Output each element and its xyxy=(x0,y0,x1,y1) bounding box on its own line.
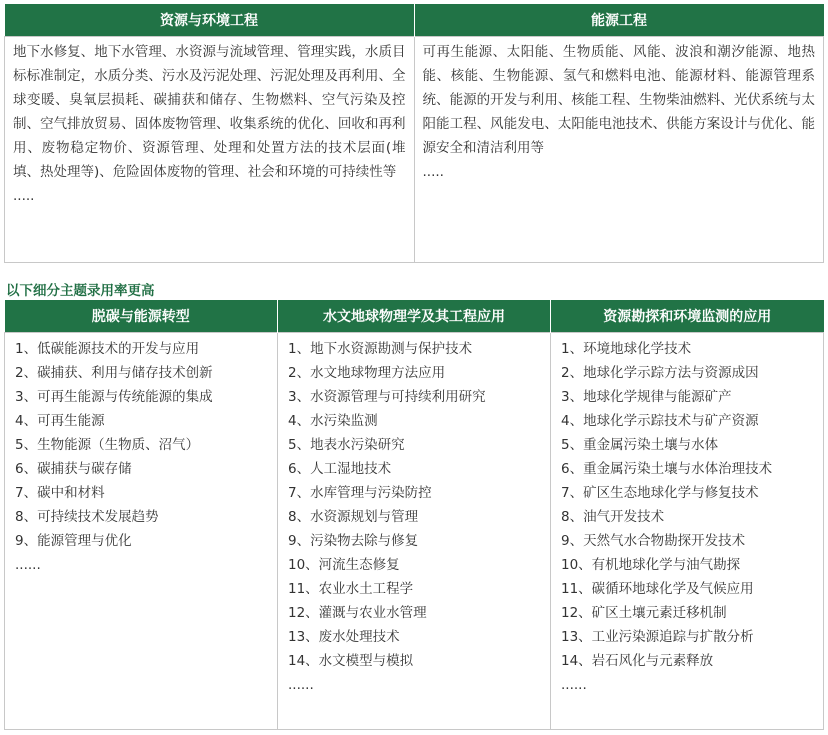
list-item: 4、水污染监测 xyxy=(288,413,378,429)
resource-environment-cell xyxy=(5,37,415,263)
decarbonization-more: ...... xyxy=(15,557,41,573)
list-item: 7、碳中和材料 xyxy=(15,485,105,501)
list-item: 2、碳捕获、利用与储存技术创新 xyxy=(15,365,213,381)
energy-engineering-description: 可再生能源、太阳能、生物质能、风能、波浪和潮汐能源、地热能、核能、生物能源、氢气和燃料电池、能源材料、能源管理系统、能源的开发与利用、核能工程、生物柴油燃料、光伏系统与太阳能工程、风能发电、太阳能电池技术、供能方案设计与优化、能源安全和清洁利用等 xyxy=(422,44,815,156)
list-item: 14、岩石风化与元素释放 xyxy=(561,653,714,669)
hydrogeophysics-cell xyxy=(278,333,551,730)
list-item: 14、水文模型与模拟 xyxy=(288,653,414,669)
list-item: 10、有机地球化学与油气勘探 xyxy=(561,557,741,573)
list-item: 1、地下水资源勘测与保护技术 xyxy=(288,341,473,357)
hydrogeophysics-more: ...... xyxy=(288,677,314,693)
list-item: 2、水文地球物理方法应用 xyxy=(288,365,446,381)
list-item: 3、水资源管理与可持续利用研究 xyxy=(288,389,486,405)
list-item: 5、生物能源（生物质、沼气） xyxy=(15,437,200,453)
list-item: 5、重金属污染土壤与水体 xyxy=(561,437,719,453)
energy-engineering-cell xyxy=(414,37,824,263)
resource-exploration-more: ...... xyxy=(561,677,587,693)
resource-exploration-cell xyxy=(551,333,824,730)
list-item: 9、能源管理与优化 xyxy=(15,533,132,549)
list-item: 10、河流生态修复 xyxy=(288,557,400,573)
list-item: 3、地球化学规律与能源矿产 xyxy=(561,389,732,405)
resource-environment-more: ..... xyxy=(13,188,35,204)
list-item: 12、矿区土壤元素迁移机制 xyxy=(561,605,727,621)
column-header-resource-exploration: 资源勘探和环境监测的应用 xyxy=(551,300,824,333)
list-item: 6、重金属污染土壤与水体治理技术 xyxy=(561,461,773,477)
resource-environment-description: 地下水修复、地下水管理、水资源与流域管理、管理实践，水质目标标准制定，水质分类、污水及污泥处理、污泥处理及再利用、全球变暖、臭氧层损耗、碳捕获和储存、生物燃料、空气污染及控制、空气排放贸易、固体废物管理、收集系统的优化、回收和再利用、废物稳定物价、资源管理、处理和处置方法的技术层面(堆填、热处理等)、危险固体废物的管理、社会和环境的可持续性等 xyxy=(13,44,406,180)
top-topics-table xyxy=(4,4,824,263)
list-item: 13、工业污染源追踪与扩散分析 xyxy=(561,629,754,645)
list-item: 1、环境地球化学技术 xyxy=(561,341,692,357)
list-item: 7、水库管理与污染防控 xyxy=(288,485,432,501)
list-item: 2、地球化学示踪方法与资源成因 xyxy=(561,365,759,381)
list-item: 6、碳捕获与碳存储 xyxy=(15,461,132,477)
list-item: 11、农业水土工程学 xyxy=(288,581,414,597)
list-item: 5、地表水污染研究 xyxy=(288,437,405,453)
list-item: 3、可再生能源与传统能源的集成 xyxy=(15,389,213,405)
decarbonization-cell xyxy=(5,333,278,730)
column-header-hydrogeophysics: 水文地球物理学及其工程应用 xyxy=(278,300,551,333)
decarbonization-list xyxy=(15,337,267,553)
list-item: 7、矿区生态地球化学与修复技术 xyxy=(561,485,759,501)
list-item: 8、油气开发技术 xyxy=(561,509,665,525)
list-item: 13、废水处理技术 xyxy=(288,629,400,645)
list-item: 1、低碳能源技术的开发与应用 xyxy=(15,341,200,357)
list-item: 11、碳循环地球化学及气候应用 xyxy=(561,581,754,597)
list-item: 8、水资源规划与管理 xyxy=(288,509,419,525)
list-item: 8、可持续技术发展趋势 xyxy=(15,509,159,525)
list-item: 6、人工湿地技术 xyxy=(288,461,392,477)
list-item: 4、可再生能源 xyxy=(15,413,105,429)
list-item: 12、灌溉与农业水管理 xyxy=(288,605,427,621)
column-header-resource-environment: 资源与环境工程 xyxy=(5,4,415,37)
subtopics-table xyxy=(4,300,824,730)
list-item: 9、天然气水合物勘探开发技术 xyxy=(561,533,746,549)
list-item: 9、污染物去除与修复 xyxy=(288,533,419,549)
section-subtitle: 以下细分主题录用率更高 xyxy=(6,283,155,299)
hydrogeophysics-list xyxy=(288,337,540,673)
resource-exploration-list xyxy=(561,337,813,673)
column-header-decarbonization: 脱碳与能源转型 xyxy=(5,300,278,333)
list-item: 4、地球化学示踪技术与矿产资源 xyxy=(561,413,759,429)
energy-engineering-more: ..... xyxy=(422,164,444,180)
column-header-energy-engineering: 能源工程 xyxy=(414,4,824,37)
